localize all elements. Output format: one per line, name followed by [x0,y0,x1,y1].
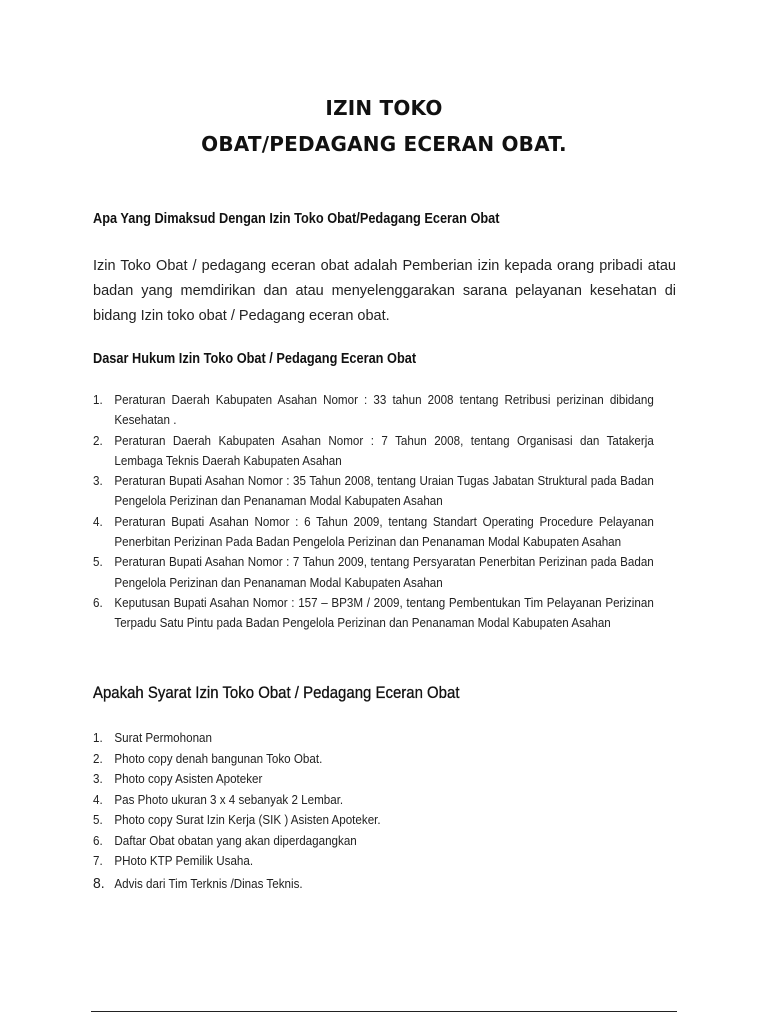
list-item-number: 2. [93,751,103,766]
list-item-number: 1. [93,393,103,407]
list-item-text: Keputusan Bupati Asahan Nomor : 157 – BP3M / 2009, tentang Pembentukan Tim Pelayanan Perizinan Terpadu Satu Pintu pada Badan Pengelola Perizinan dan Penanaman Modal Kabupaten Asahan [114,595,654,631]
list-item-number: 4. [93,792,103,807]
document-title-line-1: IZIN TOKO [325,96,443,120]
list-item-number: 3. [93,474,103,489]
list-item-text: Peraturan Bupati Asahan Nomor : 35 Tahun 2008, tentang Uraian Tugas Jabatan Struktural pada Badan Pengelola Perizinan dan Penanaman Modal Kabupaten Asahan [114,474,654,509]
list-item [93,593,654,634]
list-item-text: Pas Photo ukuran 3 x 4 sebanyak 2 Lembar. [114,792,344,807]
legal-basis-list [93,390,676,634]
list-item-text: Surat Permohonan [114,731,212,745]
list-item-number: 1. [93,731,103,745]
list-item-number: 4. [93,514,103,529]
list-item-text: Photo copy Asisten Apoteker [114,772,263,786]
section-heading-legal-basis: Dasar Hukum Izin Toko Obat / Pedagang Eceran Obat [93,351,417,367]
list-item-text: Daftar Obat obatan yang akan diperdagangkan [114,833,357,848]
section-heading-definition: Apa Yang Dimaksud Dengan Izin Toko Obat/Pedagang Eceran Obat [93,211,500,227]
list-item [93,874,654,895]
list-item-text: Photo copy Surat Izin Kerja (SIK ) Asisten Apoteker. [114,813,381,827]
document-title-line-2: OBAT/PEDAGANG ECERAN OBAT. [201,132,567,156]
list-item-text: Advis dari Tim Terknis /Dinas Teknis. [114,876,303,891]
list-item-number: 7. [93,854,103,868]
list-item [93,831,654,852]
list-item-number: 2. [93,433,103,448]
list-item [93,471,654,512]
list-item-text: Peraturan Daerah Kabupaten Asahan Nomor : 7 Tahun 2008, tentang Organisasi dan Tatakerja Lembaga Teknis Daerah Kabupaten Asahan [114,433,654,468]
list-item-number: 6. [93,833,103,848]
list-item [93,552,654,593]
list-item-number: 5. [93,813,103,827]
list-item [93,810,654,831]
list-item [93,769,654,790]
list-item-text: Photo copy denah bangunan Toko Obat. [114,751,323,766]
list-item [93,390,654,431]
list-item-text: Peraturan Daerah Kabupaten Asahan Nomor : 33 tahun 2008 tentang Retribusi perizinan dibidang Kesehatan . [114,393,654,428]
list-item [93,851,654,872]
list-item-text: PHoto KTP Pemilik Usaha. [114,854,254,868]
list-item [93,749,654,770]
list-item [93,728,654,749]
list-item-text: Peraturan Bupati Asahan Nomor : 6 Tahun 2009, tentang Standart Operating Procedure Pelayanan Penerbitan Perizinan Pada Badan Pengelola Perizinan dan Penanaman Modal Kabupaten Asahan [114,514,654,550]
list-item [93,790,654,811]
requirements-list [93,728,676,894]
list-item [93,431,654,472]
footer-divider [91,1011,677,1012]
list-item-number: 5. [93,555,103,570]
list-item-number: 8. [93,874,105,892]
list-item-text: Peraturan Bupati Asahan Nomor : 7 Tahun 2009, tentang Persyaratan Penerbitan Perizinan pada Badan Pengelola Perizinan dan Penanaman Modal Kabupaten Asahan [114,555,654,590]
list-item-number: 6. [93,595,103,610]
list-item [93,512,654,553]
list-item-number: 3. [93,772,103,786]
definition-paragraph: Izin Toko Obat / pedagang eceran obat adalah Pemberian izin kepada orang pribadi atau badan yang memdirikan dan atau menyelenggarakan sarana pelayanan kesehatan di bidang Izin toko obat / Pedagang eceran obat. [93,258,676,324]
section-heading-requirements: Apakah Syarat Izin Toko Obat / Pedagang Eceran Obat [93,683,460,702]
